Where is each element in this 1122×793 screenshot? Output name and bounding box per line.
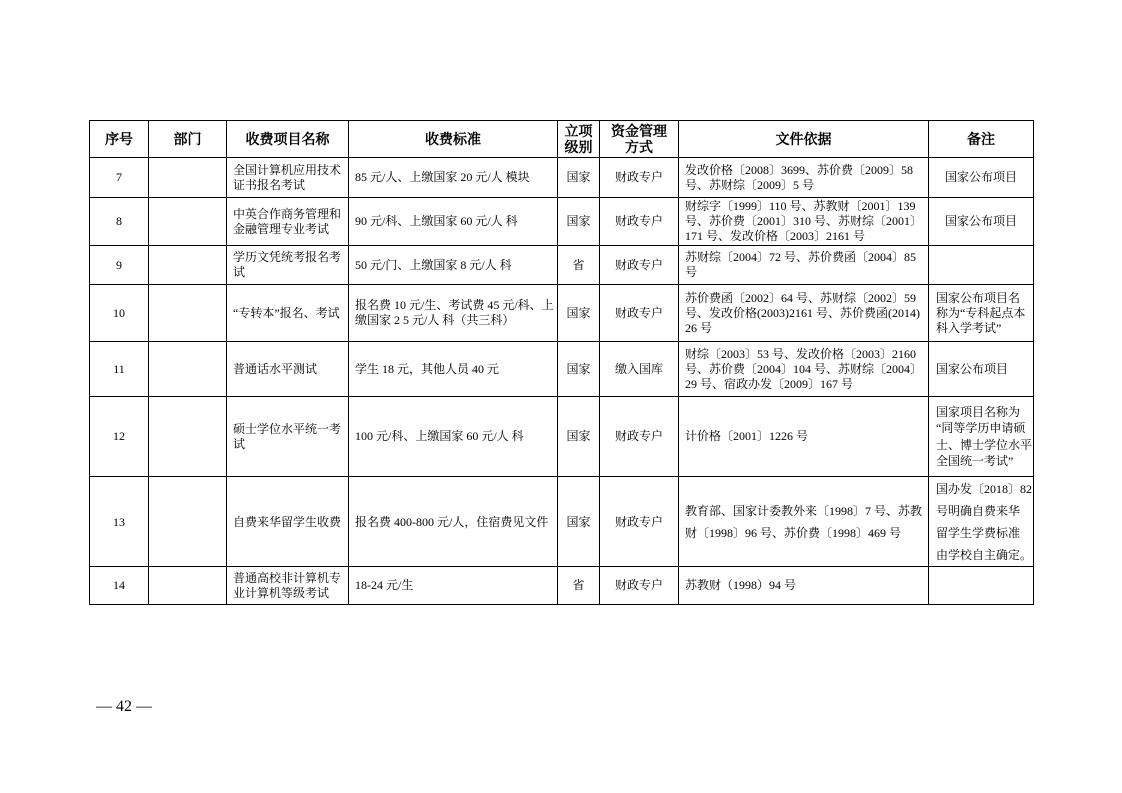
table-row [90,246,1034,285]
department-cell [149,285,227,342]
level-cell: 国家 [558,285,600,342]
fee-standard-cell: 学生 18 元，其他人员 40 元 [349,342,558,397]
remarks-cell: 国家公布项目 [929,158,1034,198]
level-cell: 国家 [558,397,600,477]
document-basis-cell: 财综字〔1999〕110 号、苏教财〔2001〕139 号、苏价费〔2001〕310 号、苏财综〔2001〕 171 号、发改价格〔2003〕2161 号 [679,198,929,246]
index-cell: 12 [90,397,149,477]
header-fund-management: 资金管理 方式 [600,121,679,158]
document-basis-cell: 苏教财（1998）94 号 [679,567,929,605]
fee-standard-cell: 100 元/科、上缴国家 60 元/人 科 [349,397,558,477]
header-item-name: 收费项目名称 [227,121,349,158]
table-row [90,397,1034,477]
remarks-cell [929,246,1034,285]
item-name-cell: 自费来华留学生收费 [227,477,349,567]
item-name-cell: 普通话水平测试 [227,342,349,397]
document-basis-cell: 苏财综〔2004〕72 号、苏价费函〔2004〕85 号 [679,246,929,285]
remarks-cell [929,567,1034,605]
remarks-cell: 国家公布项目 [929,198,1034,246]
fee-standard-cell: 报名费 10 元/生、考试费 45 元/科、上 缴国家 2 5 元/人 科（共三科） [349,285,558,342]
index-cell: 9 [90,246,149,285]
fund-management-cell: 缴入国库 [600,342,679,397]
fund-management-cell: 财政专户 [600,477,679,567]
fund-management-cell: 财政专户 [600,397,679,477]
fee-standard-cell: 85 元/人、上缴国家 20 元/人 模块 [349,158,558,198]
level-cell: 国家 [558,198,600,246]
department-cell [149,246,227,285]
table-row [90,158,1034,198]
item-name-cell: “专转本”报名、考试 [227,285,349,342]
table-row [90,477,1034,567]
document-basis-cell: 苏价费函〔2002〕64 号、苏财综〔2002〕59 号、发改价格(2003)2161 号、苏价费函(2014) 26 号 [679,285,929,342]
document-basis-cell: 发改价格〔2008〕3699、苏价费〔2009〕58 号、苏财综〔2009〕5 号 [679,158,929,198]
level-cell: 国家 [558,158,600,198]
fee-standard-cell: 18-24 元/生 [349,567,558,605]
index-cell: 11 [90,342,149,397]
fee-table [89,120,1034,605]
header-fee-standard: 收费标准 [349,121,558,158]
index-cell: 14 [90,567,149,605]
remarks-cell: 国家公布项目名 称为“专科起点本 科入学考试” [929,285,1034,342]
department-cell [149,397,227,477]
header-document-basis: 文件依据 [679,121,929,158]
table-row [90,285,1034,342]
table-row [90,198,1034,246]
item-name-cell: 硕士学位水平统一考 试 [227,397,349,477]
remarks-cell: 国家项目名称为 “同等学历申请硕 士、博士学位水平 全国统一考试” [929,397,1034,477]
remarks-cell: 国办发〔2018〕82 号明确自费来华 留学生学费标准 由学校自主确定。 [929,477,1034,567]
item-name-cell: 中英合作商务管理和 金融管理专业考试 [227,198,349,246]
level-cell: 省 [558,246,600,285]
table-header [90,121,1034,158]
header-department: 部门 [149,121,227,158]
document-basis-cell: 教育部、国家计委教外来〔1998〕7 号、苏教 财〔1998〕96 号、苏价费〔1998〕469 号 [679,477,929,567]
department-cell [149,198,227,246]
level-cell: 国家 [558,342,600,397]
table-row [90,342,1034,397]
index-cell: 13 [90,477,149,567]
document-basis-cell: 财综〔2003〕53 号、发改价格〔2003〕2160 号、苏价费〔2004〕104 号、苏财综〔2004〕 29 号、宿政办发〔2009〕167 号 [679,342,929,397]
item-name-cell: 全国计算机应用技术 证书报名考试 [227,158,349,198]
header-remarks: 备注 [929,121,1034,158]
table-body [90,158,1034,605]
remarks-cell: 国家公布项目 [929,342,1034,397]
department-cell [149,158,227,198]
item-name-cell: 学历文凭统考报名考 试 [227,246,349,285]
department-cell [149,342,227,397]
index-cell: 7 [90,158,149,198]
item-name-cell: 普通高校非计算机专 业计算机等级考试 [227,567,349,605]
index-cell: 8 [90,198,149,246]
page-number: — 42 — [96,698,152,715]
header-level: 立项 级别 [558,121,600,158]
index-cell: 10 [90,285,149,342]
header-index: 序号 [90,121,149,158]
table-row [90,567,1034,605]
fee-standard-cell: 90 元/科、上缴国家 60 元/人 科 [349,198,558,246]
fee-standard-cell: 报名费 400-800 元/人，住宿费见文件 [349,477,558,567]
fee-standard-cell: 50 元/门、上缴国家 8 元/人 科 [349,246,558,285]
document-basis-cell: 计价格〔2001〕1226 号 [679,397,929,477]
level-cell: 国家 [558,477,600,567]
header-row [90,121,1034,158]
level-cell: 省 [558,567,600,605]
fund-management-cell: 财政专户 [600,567,679,605]
fund-management-cell: 财政专户 [600,246,679,285]
fund-management-cell: 财政专户 [600,198,679,246]
fund-management-cell: 财政专户 [600,285,679,342]
department-cell [149,567,227,605]
department-cell [149,477,227,567]
fund-management-cell: 财政专户 [600,158,679,198]
